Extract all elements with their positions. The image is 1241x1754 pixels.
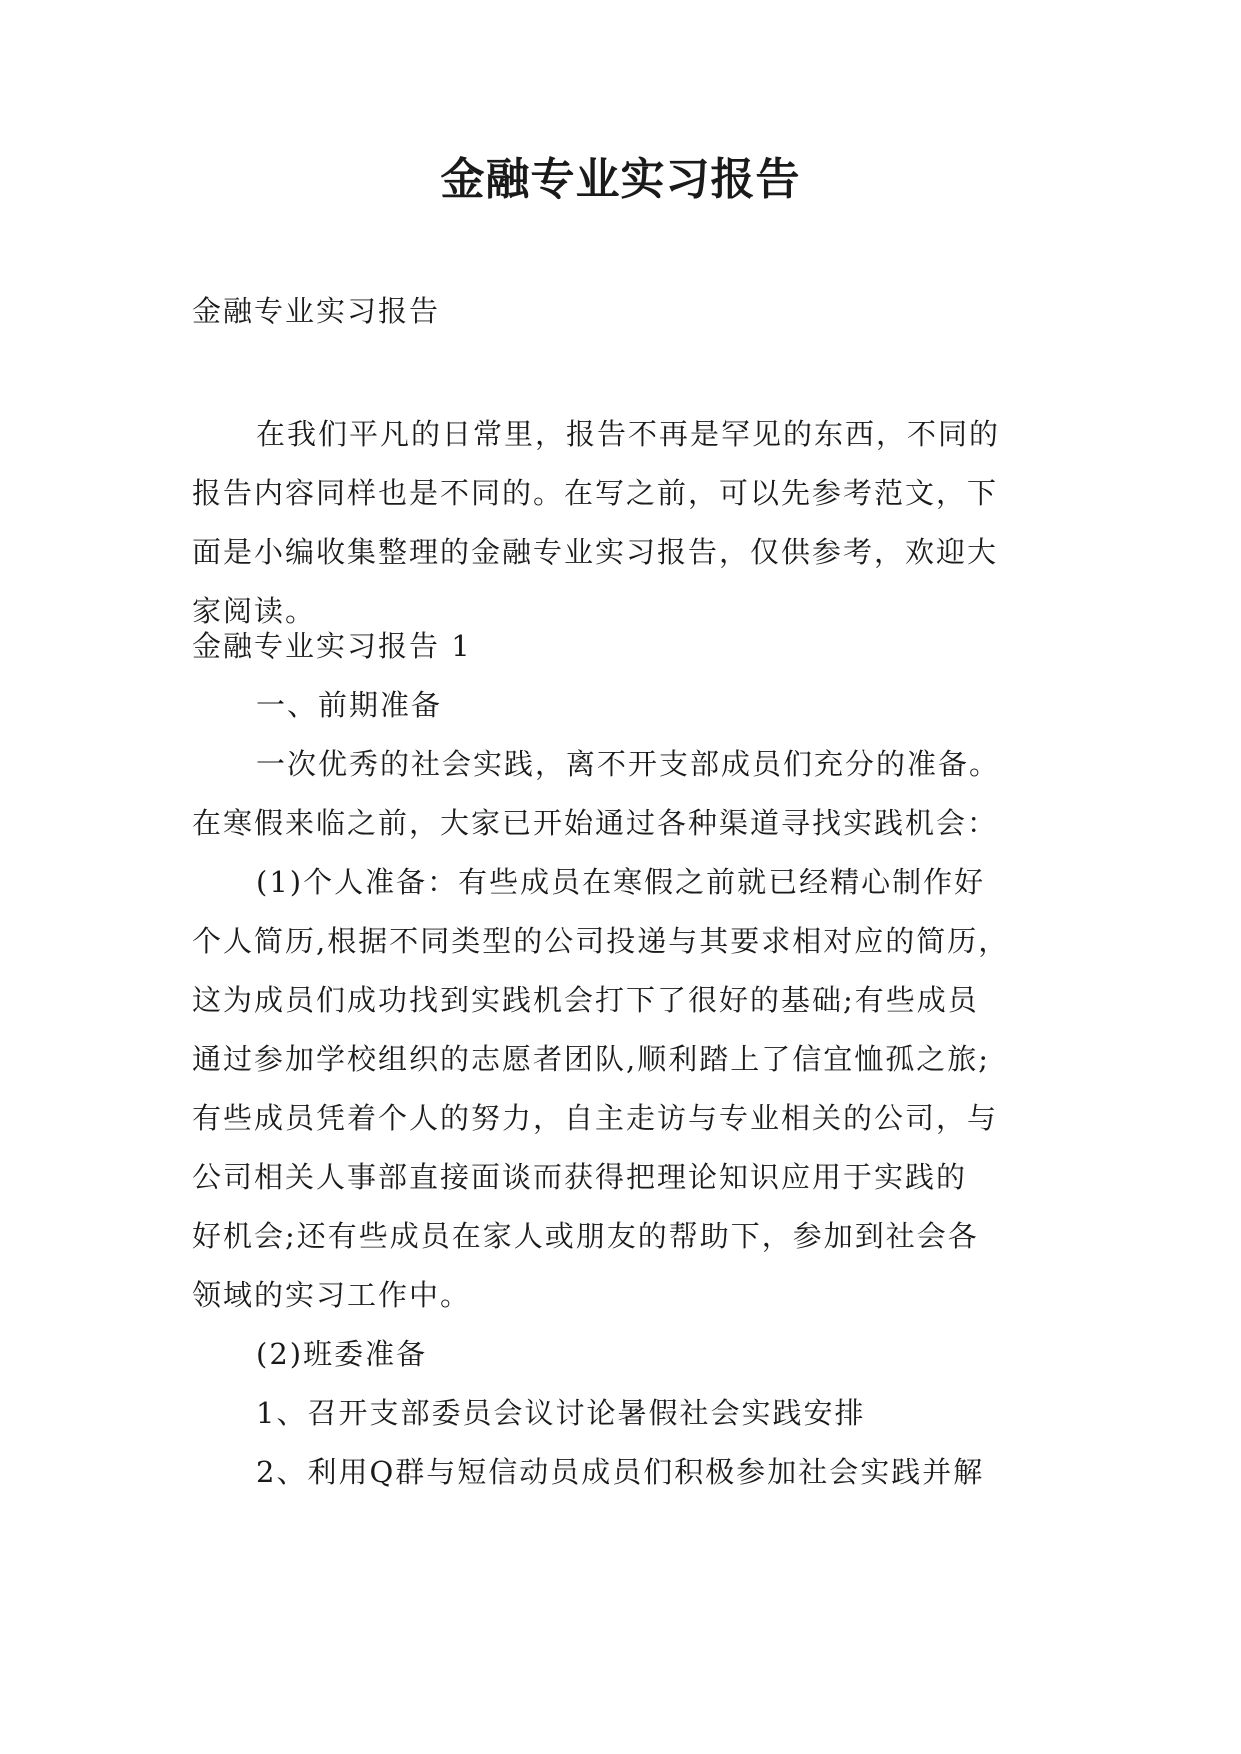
report-heading: 金融专业实习报告 1 bbox=[192, 629, 472, 663]
paragraph-line: 这为成员们成功找到实践机会打下了很好的基础;有些成员 bbox=[192, 983, 979, 1017]
document-subtitle: 金融专业实习报告 bbox=[192, 294, 441, 328]
item-2-heading: (2)班委准备 bbox=[256, 1337, 428, 1371]
paragraph-line: 个人简历,根据不同类型的公司投递与其要求相对应的简历， bbox=[192, 924, 1010, 958]
paragraph-line: 有些成员凭着个人的努力，自主走访与专业相关的公司，与 bbox=[192, 1101, 999, 1135]
section-heading: 一、前期准备 bbox=[256, 688, 443, 722]
list-item: 1、召开支部委员会议讨论暑假社会实践安排 bbox=[256, 1396, 866, 1430]
paragraph-line: 领域的实习工作中。 bbox=[192, 1278, 472, 1312]
paragraph-line: 在寒假来临之前，大家已开始通过各种渠道寻找实践机会： bbox=[192, 806, 999, 840]
intro-paragraph bbox=[192, 405, 1054, 641]
intro-line: 面是小编收集整理的金融专业实习报告，仅供参考，欢迎大 bbox=[192, 535, 999, 569]
report-body bbox=[192, 617, 1054, 1502]
paragraph-line: 通过参加学校组织的志愿者团队,顺利踏上了信宜恤孤之旅; bbox=[192, 1042, 990, 1076]
intro-line: 报告内容同样也是不同的。在写之前，可以先参考范文，下 bbox=[192, 476, 999, 510]
document-title: 金融专业实习报告 bbox=[440, 154, 801, 205]
list-item: 2、利用Q群与短信动员成员们积极参加社会实践并解 bbox=[256, 1455, 985, 1489]
paragraph-line: 好机会;还有些成员在家人或朋友的帮助下，参加到社会各 bbox=[192, 1219, 979, 1253]
paragraph-line: 公司相关人事部直接面谈而获得把理论知识应用于实践的 bbox=[192, 1160, 968, 1194]
intro-line: 家阅读。 bbox=[192, 594, 317, 628]
paragraph-line: 一次优秀的社会实践，离不开支部成员们充分的准备。 bbox=[256, 747, 1001, 781]
paragraph-line: (1)个人准备：有些成员在寒假之前就已经精心制作好 bbox=[256, 865, 986, 899]
intro-line: 在我们平凡的日常里，报告不再是罕见的东西，不同的 bbox=[256, 417, 1001, 451]
